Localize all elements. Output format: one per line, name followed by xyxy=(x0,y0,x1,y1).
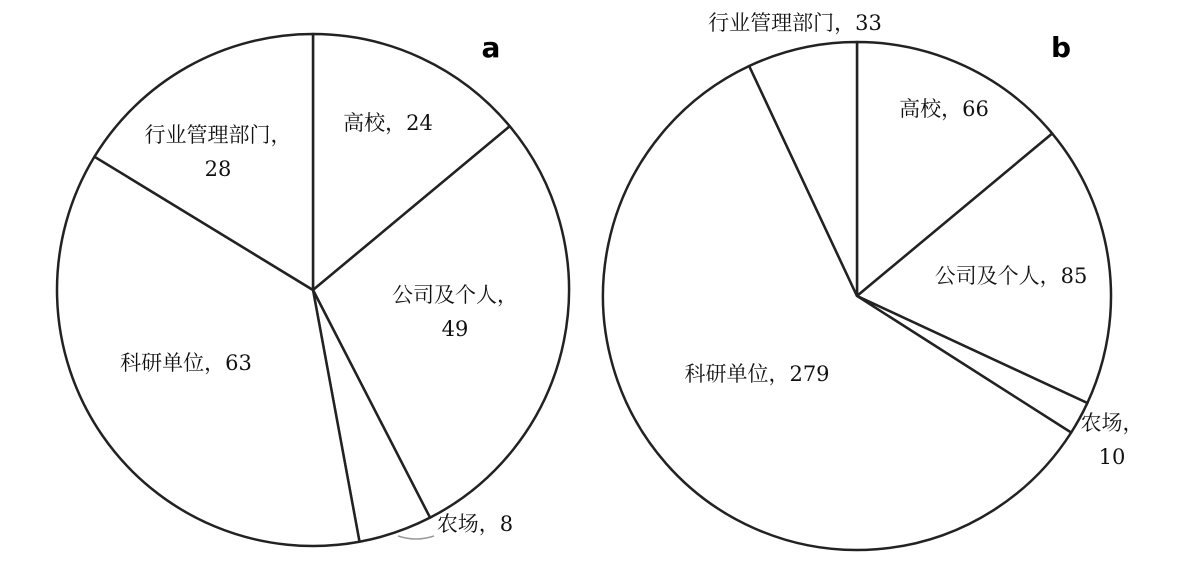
panel-label-b: b xyxy=(1050,31,1072,64)
pie-chart-a xyxy=(57,31,569,546)
slice-label-b-0: 高校，66 xyxy=(899,97,989,121)
slice-label-b-1: 公司及个人，85 xyxy=(934,264,1088,288)
slice-label-a-2: 农场，8 xyxy=(436,512,514,536)
slice-label-a-3: 科研单位，63 xyxy=(120,351,252,375)
slice-label-b-3: 科研单位，279 xyxy=(684,362,830,386)
slice-label-a-0: 高校，24 xyxy=(343,111,433,135)
slice-label-b-4: 行业管理部门，33 xyxy=(708,11,882,35)
pie-chart-b xyxy=(603,11,1144,550)
slice-label-b-2: 农场， 10 xyxy=(1080,411,1144,469)
leader-line xyxy=(398,536,434,539)
slice-label-a-4: 行业管理部门， 28 xyxy=(144,123,292,181)
slice-label-a-1: 公司及个人， 49 xyxy=(392,283,518,341)
panel-label-a: a xyxy=(481,31,501,64)
